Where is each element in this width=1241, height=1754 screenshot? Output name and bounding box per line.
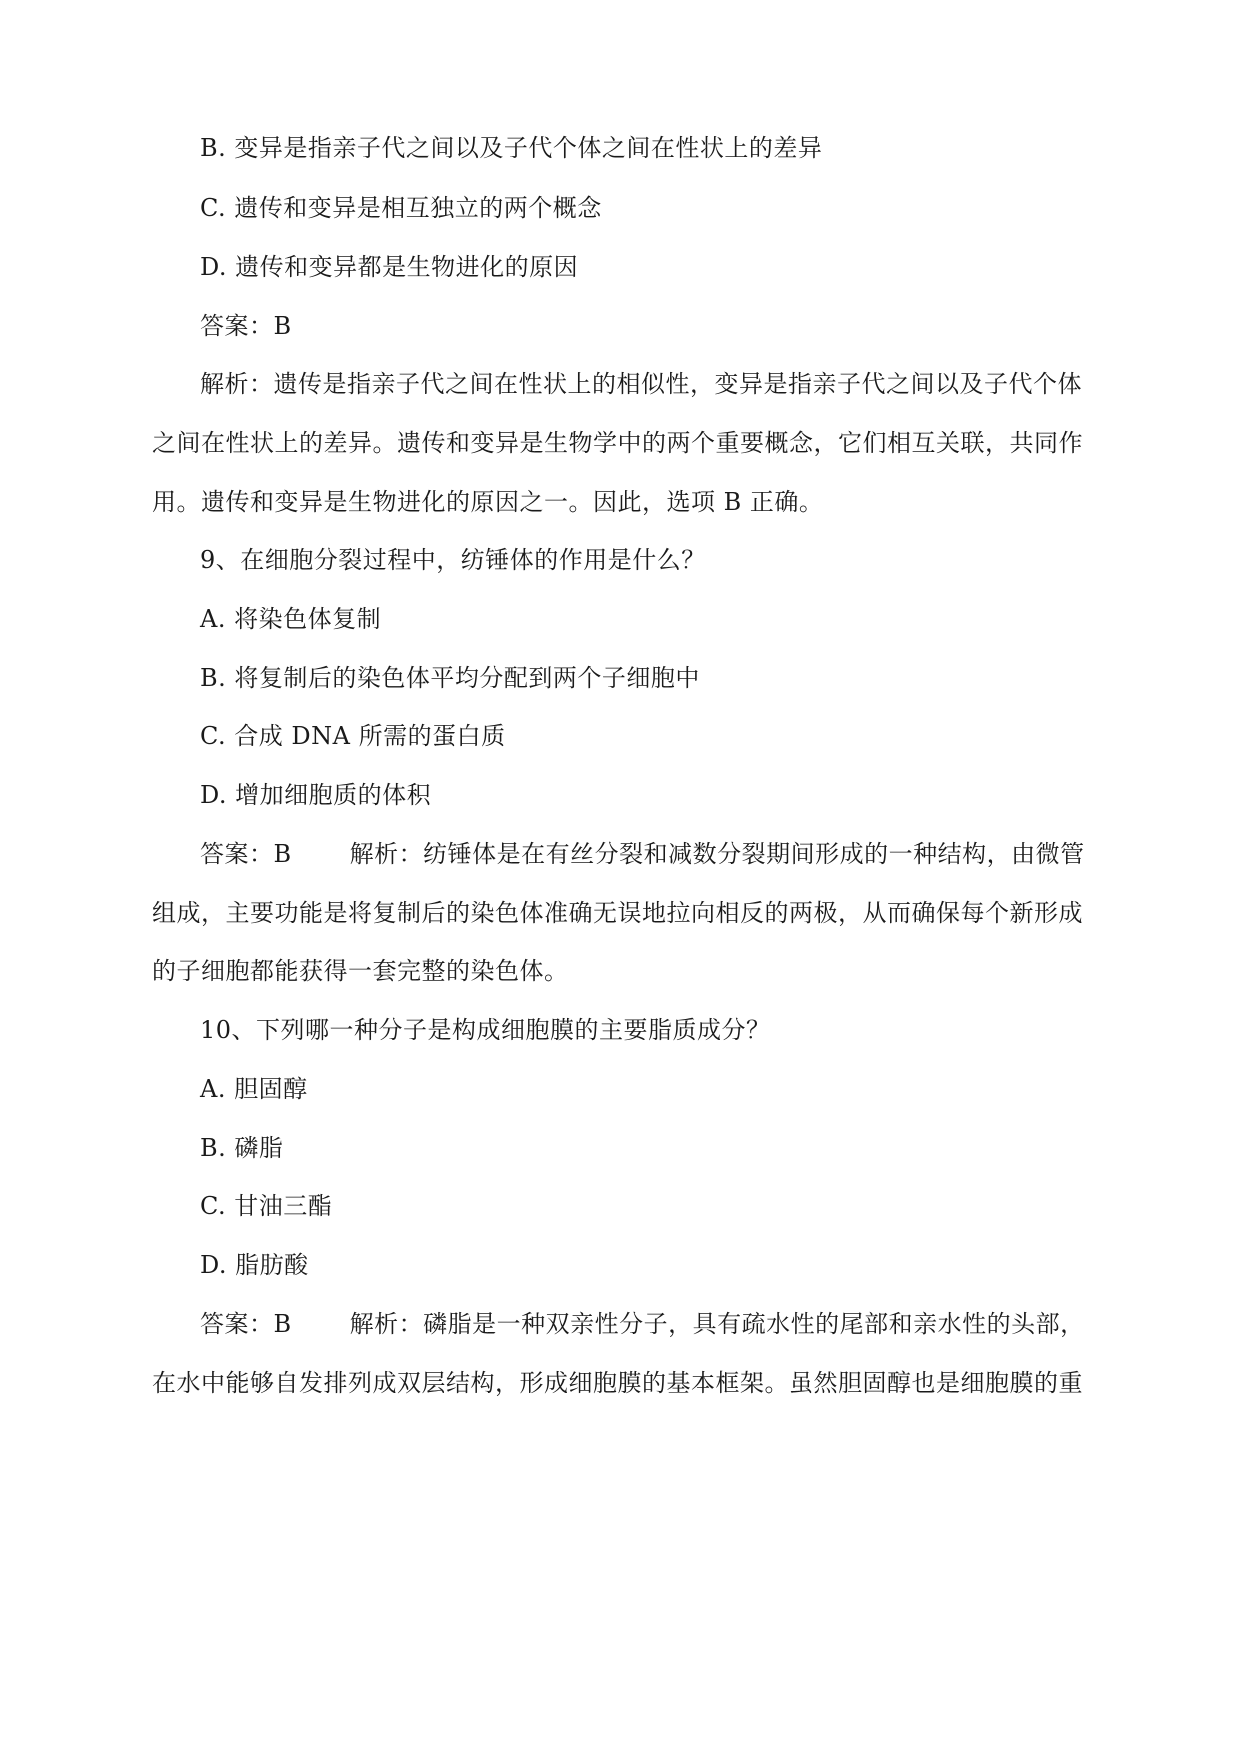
q10-analysis-line2: 在水中能够自发排列成双层结构，形成细胞膜的基本框架。虽然胆固醇也是细胞膜的重	[152, 1369, 1083, 1397]
q10-option-d: D. 脂肪酸	[200, 1251, 309, 1279]
q10-analysis-line1: 解析：磷脂是一种双亲性分子，具有疏水性的尾部和亲水性的头部，	[349, 1310, 1085, 1338]
q8-option-d: D. 遗传和变异都是生物进化的原因	[200, 253, 579, 281]
q10-option-b: B. 磷脂	[200, 1134, 284, 1162]
q8-option-b: B. 变异是指亲子代之间以及子代个体之间在性状上的差异	[200, 134, 823, 162]
q10-answer: 答案：B	[200, 1310, 292, 1338]
q10-option-a: A. 胆固醇	[200, 1075, 308, 1103]
q9-analysis-line1: 解析：纺锤体是在有丝分裂和减数分裂期间形成的一种结构，由微管	[349, 840, 1085, 868]
q10-answer-row	[200, 1306, 1160, 1342]
q8-option-c: C. 遗传和变异是相互独立的两个概念	[200, 194, 602, 222]
q9-answer: 答案：B	[200, 840, 292, 868]
q8-analysis-line1: 解析：遗传是指亲子代之间在性状上的相似性，变异是指亲子代之间以及子代个体	[200, 370, 1082, 398]
q9-analysis-line3: 的子细胞都能获得一套完整的染色体。	[152, 957, 569, 985]
q9-question: 9、在细胞分裂过程中，纺锤体的作用是什么？	[200, 546, 706, 574]
q9-option-c: C. 合成 DNA 所需的蛋白质	[200, 722, 506, 750]
q10-option-c: C. 甘油三酯	[200, 1192, 333, 1220]
q10-question: 10、下列哪一种分子是构成细胞膜的主要脂质成分？	[200, 1016, 771, 1044]
q9-answer-row	[200, 836, 1160, 872]
q9-analysis-line2: 组成，主要功能是将复制后的染色体准确无误地拉向相反的两极，从而确保每个新形成	[152, 899, 1083, 927]
q8-analysis-line3: 用。遗传和变异是生物进化的原因之一。因此，选项 B 正确。	[152, 488, 824, 516]
q8-analysis-line2: 之间在性状上的差异。遗传和变异是生物学中的两个重要概念，它们相互关联，共同作	[152, 429, 1083, 457]
q9-option-a: A. 将染色体复制	[200, 605, 382, 633]
q8-answer: 答案：B	[200, 312, 292, 340]
q9-option-d: D. 增加细胞质的体积	[200, 781, 432, 809]
q9-option-b: B. 将复制后的染色体平均分配到两个子细胞中	[200, 664, 700, 692]
